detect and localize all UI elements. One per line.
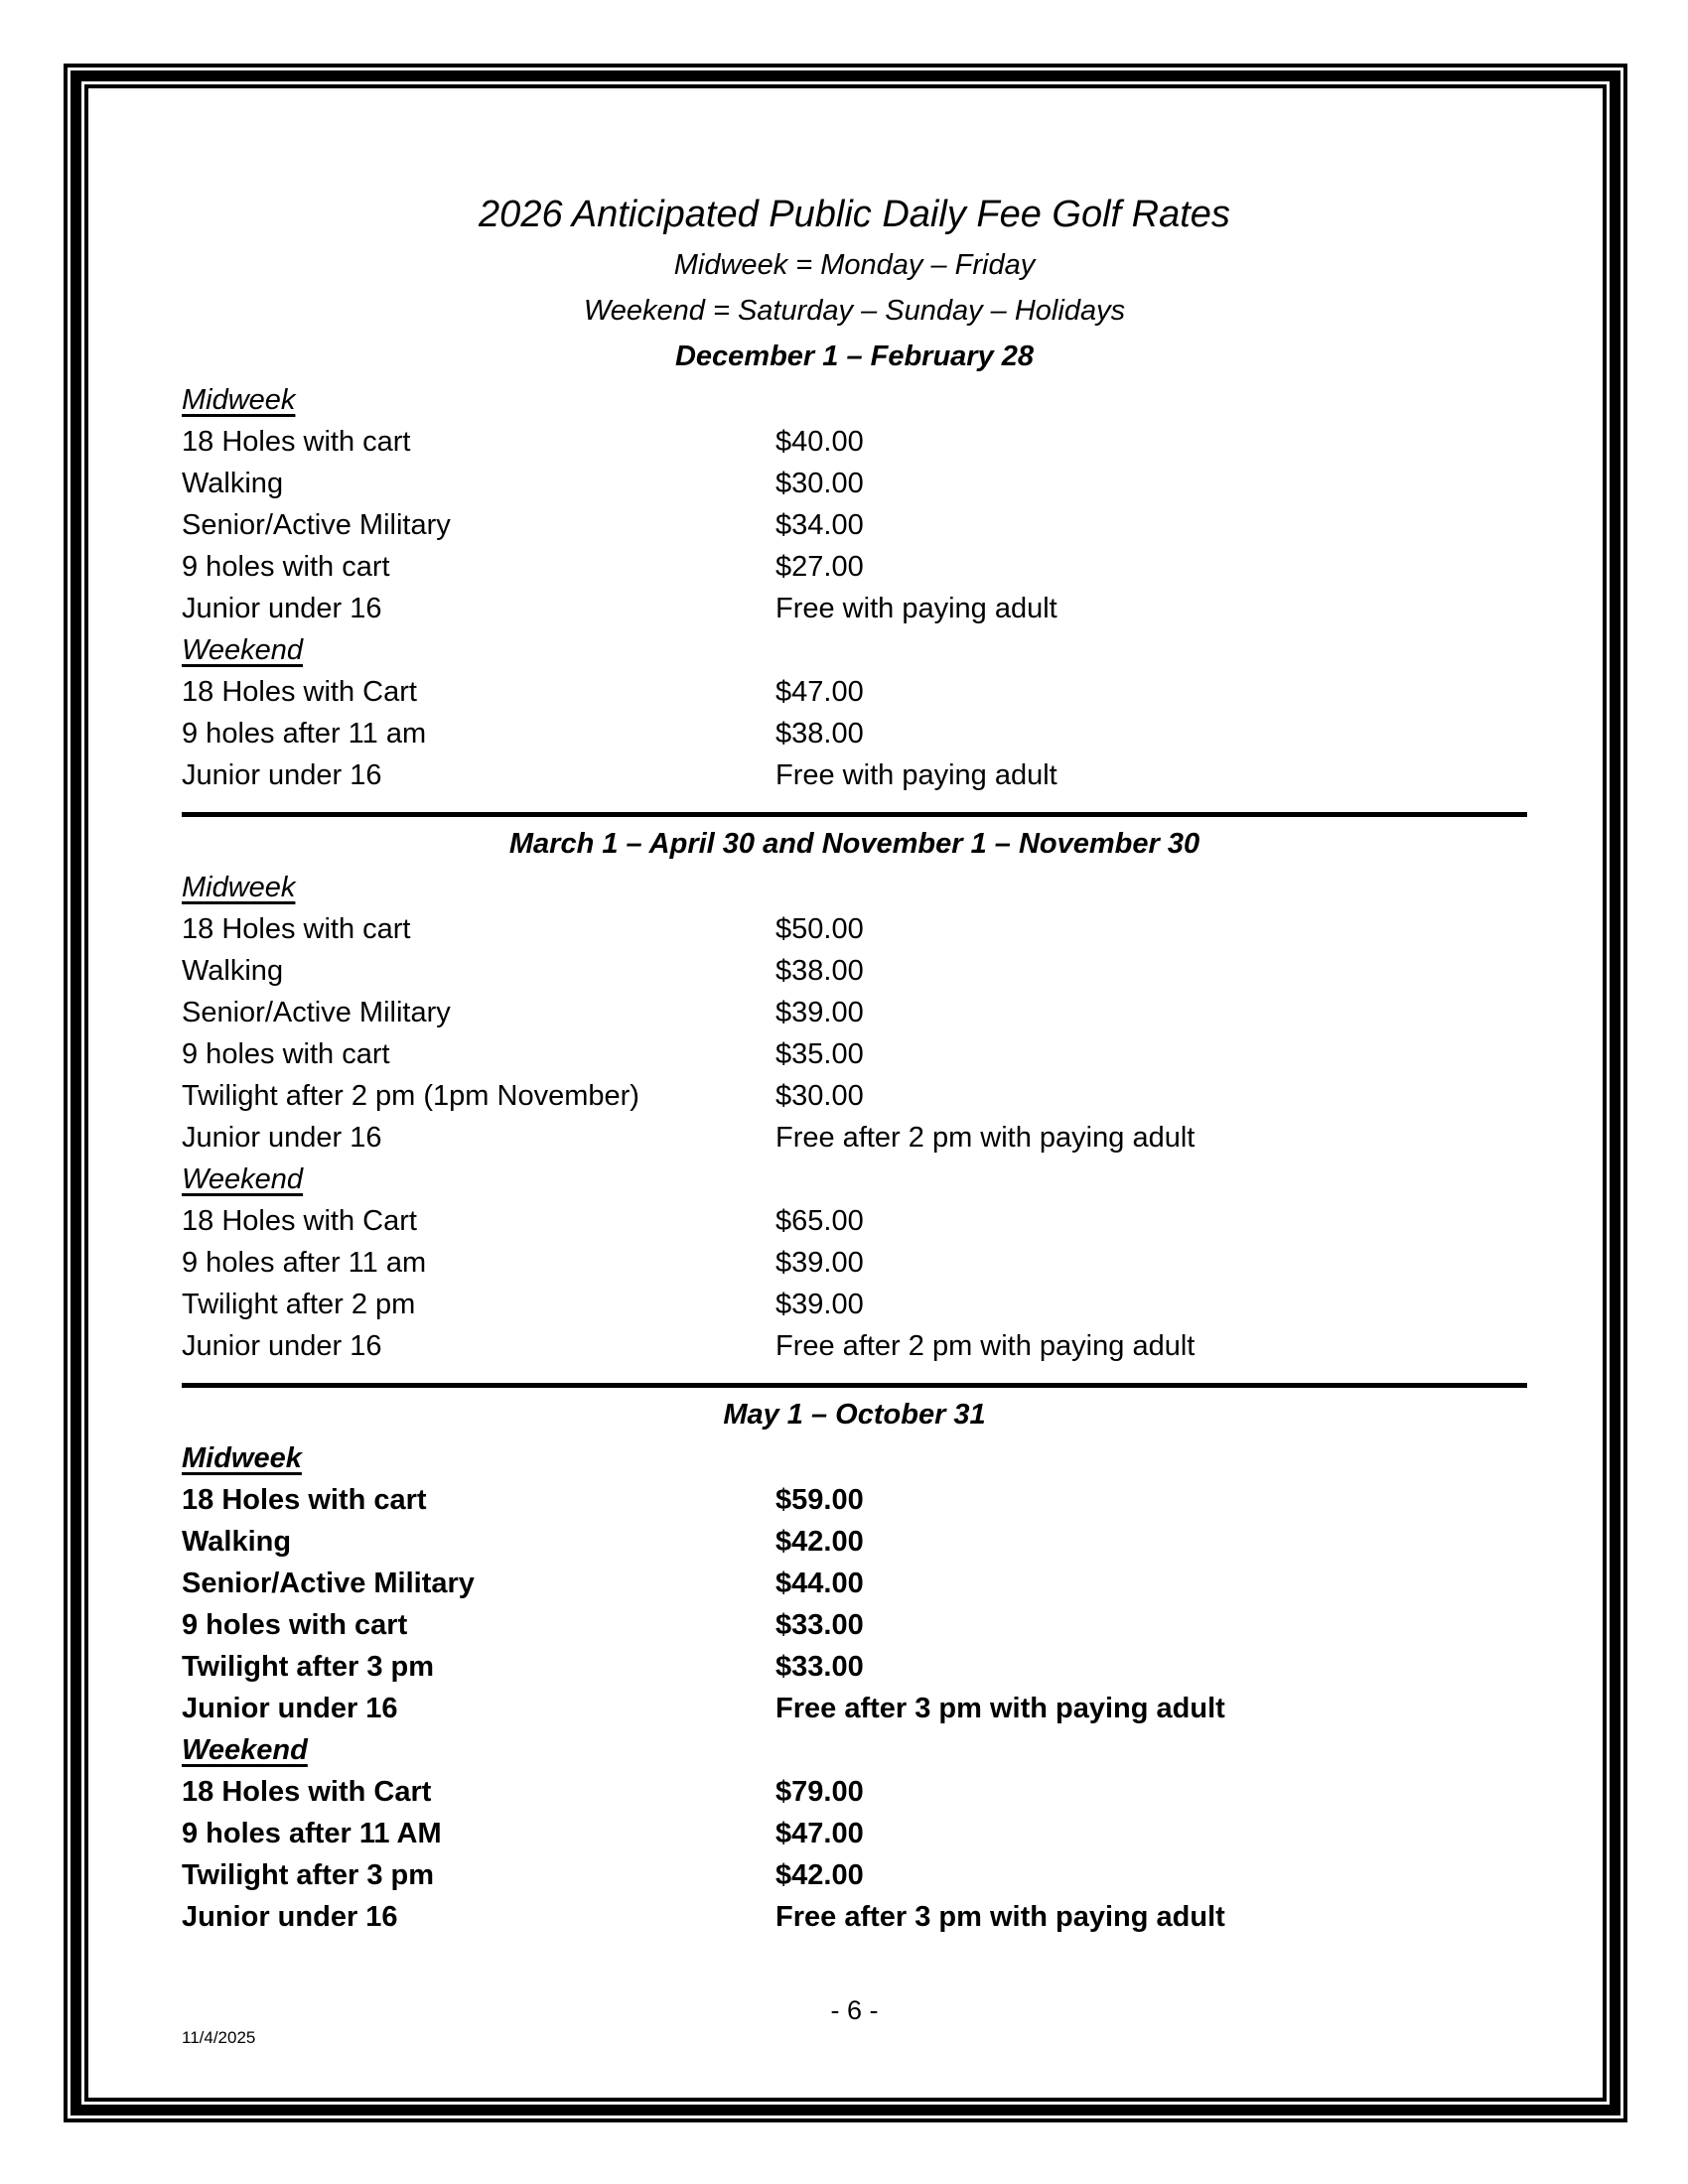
- page-content: [182, 187, 1527, 1938]
- rate-row: [182, 754, 1527, 796]
- rate-item-value: $30.00: [775, 1080, 864, 1112]
- rate-item-label: Junior under 16: [182, 1122, 382, 1154]
- rate-item-value: $33.00: [775, 1651, 864, 1683]
- rate-item-label: 9 holes after 11 am: [182, 1247, 427, 1279]
- rate-item-value: $40.00: [775, 426, 864, 458]
- group-heading-label: Midweek: [182, 384, 296, 416]
- rate-row: [182, 1563, 1527, 1604]
- rate-item-value: $47.00: [775, 676, 864, 708]
- rate-item-label: Junior under 16: [182, 593, 382, 624]
- rate-item-value: $47.00: [775, 1818, 864, 1849]
- group-heading-label: Midweek: [182, 1442, 302, 1474]
- rate-row: [182, 421, 1527, 463]
- rate-row: [182, 1479, 1527, 1521]
- group-heading: [182, 1437, 1527, 1479]
- rate-item-value: $59.00: [775, 1484, 864, 1516]
- rate-section: [182, 334, 1527, 796]
- rate-item-value: Free after 2 pm with paying adult: [775, 1122, 1196, 1154]
- rate-item-label: Senior/Active Military: [182, 997, 451, 1028]
- rate-item-label: 9 holes with cart: [182, 1609, 408, 1641]
- rate-item-value: $65.00: [775, 1205, 864, 1237]
- rate-item-label: Senior/Active Military: [182, 509, 451, 541]
- rate-item-label: Junior under 16: [182, 759, 382, 791]
- group-heading: [182, 1159, 1527, 1200]
- rate-item-label: Junior under 16: [182, 1693, 398, 1724]
- rate-item-value: $39.00: [775, 1247, 864, 1279]
- rate-item-label: Twilight after 2 pm (1pm November): [182, 1080, 639, 1112]
- rate-item-value: Free after 2 pm with paying adult: [775, 1330, 1196, 1362]
- group-heading: [182, 379, 1527, 421]
- group-heading: [182, 867, 1527, 908]
- rate-row: [182, 1854, 1527, 1896]
- rate-item-label: Twilight after 3 pm: [182, 1651, 435, 1683]
- rate-item-label: Senior/Active Military: [182, 1568, 475, 1599]
- rate-item-value: $42.00: [775, 1859, 864, 1891]
- rate-item-label: Walking: [182, 1526, 292, 1558]
- rate-item-value: $34.00: [775, 509, 864, 541]
- rate-item-label: Walking: [182, 955, 284, 987]
- rate-item-value: $39.00: [775, 1289, 864, 1320]
- section-date-heading: December 1 – February 28: [674, 341, 1035, 372]
- rate-row: [182, 1200, 1527, 1242]
- rate-item-value: $39.00: [775, 997, 864, 1028]
- rate-item-value: $42.00: [775, 1526, 864, 1558]
- rate-item-value: Free after 3 pm with paying adult: [775, 1693, 1225, 1724]
- rate-item-value: $50.00: [775, 913, 864, 945]
- rate-row: [182, 1033, 1527, 1075]
- rate-row: [182, 1688, 1527, 1729]
- footer-date: 11/4/2025: [182, 2028, 256, 2047]
- rate-row: [182, 1325, 1527, 1367]
- sections: [182, 334, 1527, 1938]
- rate-item-label: 18 Holes with cart: [182, 1484, 427, 1516]
- group-heading: [182, 629, 1527, 671]
- rate-row: [182, 671, 1527, 713]
- rate-item-label: 9 holes with cart: [182, 551, 390, 583]
- rate-item-value: $33.00: [775, 1609, 864, 1641]
- rate-item-value: $44.00: [775, 1568, 864, 1599]
- rate-row: [182, 1521, 1527, 1563]
- rate-item-label: 18 Holes with cart: [182, 913, 411, 945]
- rate-row: [182, 1075, 1527, 1117]
- subtitle-weekend-definition: Weekend = Saturday – Sunday – Holidays: [583, 295, 1126, 327]
- section-date-heading: May 1 – October 31: [723, 1399, 986, 1431]
- rate-section: [182, 1392, 1527, 1938]
- rate-row: [182, 950, 1527, 992]
- group-heading: [182, 1729, 1527, 1771]
- rate-item-label: 18 Holes with Cart: [182, 1205, 417, 1237]
- rate-item-label: Twilight after 2 pm: [182, 1289, 416, 1320]
- rate-item-label: Twilight after 3 pm: [182, 1859, 435, 1891]
- rate-item-label: Junior under 16: [182, 1330, 382, 1362]
- group-heading-label: Midweek: [182, 872, 296, 903]
- rate-row: [182, 1242, 1527, 1284]
- rate-item-value: $30.00: [775, 468, 864, 499]
- page-title: 2026 Anticipated Public Daily Fee Golf Rates: [479, 194, 1230, 235]
- rate-row: [182, 1646, 1527, 1688]
- rate-row: [182, 1771, 1527, 1813]
- rate-item-label: Walking: [182, 468, 284, 499]
- rate-row: [182, 1813, 1527, 1854]
- section-date-heading: March 1 – April 30 and November 1 – November 30: [508, 828, 1200, 860]
- rate-item-value: Free after 3 pm with paying adult: [775, 1901, 1225, 1933]
- group-heading-label: Weekend: [182, 1734, 308, 1766]
- rate-item-value: $38.00: [775, 718, 864, 750]
- rate-item-label: 9 holes after 11 am: [182, 718, 427, 750]
- rate-item-label: 18 Holes with Cart: [182, 1776, 432, 1808]
- rate-row: [182, 463, 1527, 504]
- rate-section: [182, 821, 1527, 1367]
- rate-row: [182, 1604, 1527, 1646]
- rate-row: [182, 546, 1527, 588]
- rate-item-value: $38.00: [775, 955, 864, 987]
- rate-item-value: $35.00: [775, 1038, 864, 1070]
- rate-row: [182, 504, 1527, 546]
- rate-row: [182, 1284, 1527, 1325]
- rate-item-label: Junior under 16: [182, 1901, 398, 1933]
- rate-item-value: Free with paying adult: [775, 593, 1057, 624]
- section-divider: [182, 812, 1527, 817]
- page-number: - 6 -: [830, 1995, 879, 2025]
- rate-row: [182, 1896, 1527, 1938]
- rate-item-label: 18 Holes with Cart: [182, 676, 417, 708]
- rate-item-label: 9 holes after 11 AM: [182, 1818, 442, 1849]
- rate-item-label: 18 Holes with cart: [182, 426, 411, 458]
- rate-row: [182, 713, 1527, 754]
- subtitle-midweek-definition: Midweek = Monday – Friday: [673, 249, 1036, 281]
- rate-row: [182, 588, 1527, 629]
- rate-row: [182, 992, 1527, 1033]
- group-heading-label: Weekend: [182, 634, 303, 666]
- rate-item-label: 9 holes with cart: [182, 1038, 390, 1070]
- rate-row: [182, 1117, 1527, 1159]
- rate-item-value: $27.00: [775, 551, 864, 583]
- section-divider: [182, 1383, 1527, 1388]
- group-heading-label: Weekend: [182, 1163, 303, 1195]
- rate-item-value: $79.00: [775, 1776, 864, 1808]
- rate-item-value: Free with paying adult: [775, 759, 1057, 791]
- rate-row: [182, 908, 1527, 950]
